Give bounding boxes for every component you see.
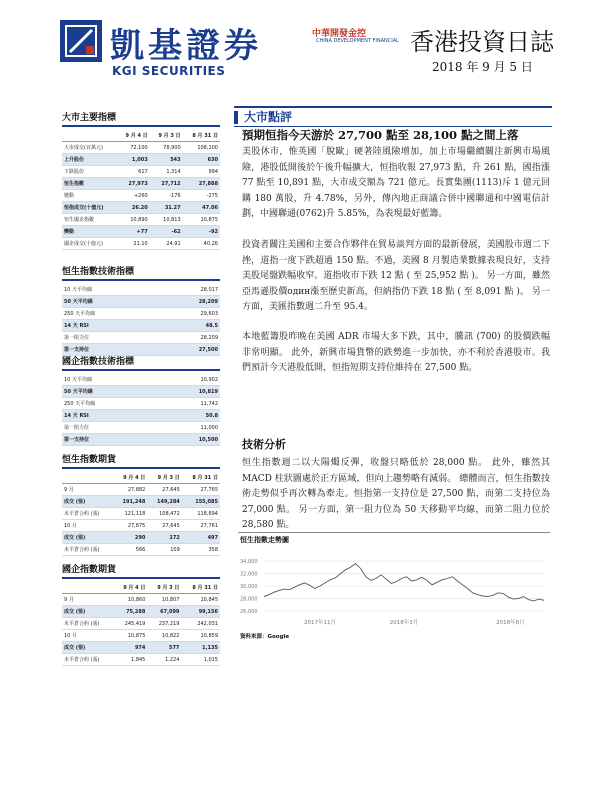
row-value: 10,822 bbox=[147, 630, 181, 642]
table-row bbox=[62, 606, 220, 618]
chart-title: 恒生指數走勢圖 bbox=[240, 536, 289, 544]
chart-source: 資料來源：Google bbox=[240, 634, 290, 640]
row-value: 1,314 bbox=[150, 166, 183, 178]
row-value: 27,888 bbox=[183, 178, 220, 190]
table-row bbox=[62, 630, 220, 642]
row-label: 成交 (張) bbox=[62, 606, 113, 618]
y-tick-label: 26,000 bbox=[240, 608, 258, 615]
headline: 預期恒指今天游於 27,700 點至 28,100 點之間上落 bbox=[242, 128, 519, 142]
paragraph-market-summary: 美股休市，惟英國「脫歐」硬著陸風險增加，加上市場繼續關注新興市場風險，港股低開後於午後升幅擴大，恒指收報 27,973 點，升 261 點，國指漲 77 點至 10,891 點，大市成交額為 721 億元。長實集團(1113)斥 1 億元回購 180 萬股，升 4.78%，另外，傳內地正商議合併中國聯通和中國電信計劃，中國聯通(0762)升 5.85%，為表現最好藍籌。 bbox=[242, 147, 550, 219]
row-value: 10,875 bbox=[113, 630, 147, 642]
row-label: 未平倉合約 (張) bbox=[62, 618, 113, 630]
row-label: 10 月 bbox=[62, 630, 113, 642]
row-label: 10 月 bbox=[62, 520, 113, 532]
table-row bbox=[62, 226, 220, 238]
hscei-futures-table bbox=[62, 582, 220, 666]
paragraph-us-market: 投資者關注美國和主要合作夥伴在貿易談判方面的最新發展，美國股市週二下挫，道指一度下跌超過 150 點。不過，美國 8 月製造業數據表現良好，支持美股尾盤跌幅收窄。道指收市下跌 12 點 ( 至 25,952 點 )。 另一方面，雖然亞馬遜股價один漲至歷史新高，但納指仍下跌 18 點 ( 至 8,091 點 )。 另一方面，美匯指數週二升至 95.4。 bbox=[242, 240, 550, 312]
table-row bbox=[62, 508, 220, 520]
row-label: 成交 (張) bbox=[62, 496, 113, 508]
x-tick-label: 2018年8月 bbox=[496, 620, 525, 626]
paragraph-outlook: 本地藍籌股昨晚在美國 ADR 市場大多下跌，其中，騰訊 (700) 的股價跌幅非常明顯。 此外，新興市場貨幣的跌勢進一步加快，亦不利於香港股市。我們預計今天港股低開，恒指短期支持位維持在 27,500 點。 bbox=[242, 332, 550, 373]
row-value: 10,819 bbox=[157, 386, 220, 398]
y-tick-label: 34,000 bbox=[240, 559, 258, 566]
row-label: 第一支持位 bbox=[62, 434, 157, 446]
row-value: 10,902 bbox=[157, 374, 220, 386]
row-value: 994 bbox=[183, 166, 220, 178]
row-value: 108,472 bbox=[147, 508, 181, 520]
row-label: 恒指成交(十億元) bbox=[62, 202, 117, 214]
row-value: 617 bbox=[117, 166, 150, 178]
row-value: 172 bbox=[147, 532, 181, 544]
table-row bbox=[62, 410, 220, 422]
row-label: 10 天平均線 bbox=[62, 374, 157, 386]
row-value: 10,845 bbox=[181, 594, 220, 606]
row-label: 恒生國企指數 bbox=[62, 214, 117, 226]
row-value: -62 bbox=[150, 226, 183, 238]
table-row bbox=[62, 618, 220, 630]
row-value: 31.27 bbox=[150, 202, 183, 214]
row-value: 78,900 bbox=[150, 142, 183, 154]
hscei-tech-title: 國企指數技術指標 bbox=[62, 354, 220, 371]
row-value: 29,603 bbox=[157, 308, 220, 320]
table-row bbox=[62, 296, 220, 308]
column-header bbox=[62, 472, 113, 484]
column-header bbox=[62, 130, 117, 142]
hscei-futures-title: 國企指數期貨 bbox=[62, 562, 220, 579]
row-value: 40.26 bbox=[183, 238, 220, 250]
table-row bbox=[62, 654, 220, 666]
row-value: 577 bbox=[147, 642, 181, 654]
hsi-tech-section bbox=[62, 264, 220, 356]
row-label: 14 天 RSI bbox=[62, 410, 157, 422]
hsi-futures-table bbox=[62, 472, 220, 556]
row-value: 121,118 bbox=[113, 508, 147, 520]
row-value: 1,003 bbox=[117, 154, 150, 166]
row-label: 上升股份 bbox=[62, 154, 117, 166]
row-value: 109 bbox=[147, 544, 181, 556]
row-label: 變動 bbox=[62, 226, 117, 238]
row-label: 下跌股份 bbox=[62, 166, 117, 178]
row-value: 108,100 bbox=[183, 142, 220, 154]
table-row bbox=[62, 386, 220, 398]
row-label: 250 天平均線 bbox=[62, 308, 157, 320]
row-value: 10,859 bbox=[181, 630, 220, 642]
table-row bbox=[62, 532, 220, 544]
row-value: 1,135 bbox=[181, 642, 220, 654]
row-value: +77 bbox=[117, 226, 150, 238]
row-label: 未平倉合約 (張) bbox=[62, 544, 113, 556]
row-value: 26.20 bbox=[117, 202, 150, 214]
row-value: 27,761 bbox=[182, 520, 220, 532]
column-header: 8 月 31 日 bbox=[183, 130, 220, 142]
row-value: 237,219 bbox=[147, 618, 181, 630]
row-value: 155,085 bbox=[182, 496, 220, 508]
row-value: 10,807 bbox=[147, 594, 181, 606]
table-row bbox=[62, 520, 220, 532]
market-review-title: 大市點評 bbox=[244, 110, 293, 124]
row-value: 28,017 bbox=[157, 284, 220, 296]
column-header bbox=[62, 582, 113, 594]
row-value: 27,712 bbox=[150, 178, 183, 190]
y-tick-label: 30,000 bbox=[240, 584, 258, 590]
kgi-logo-mark bbox=[60, 20, 102, 62]
hsi-line-chart bbox=[238, 552, 550, 628]
row-value: 290 bbox=[113, 532, 147, 544]
row-value: -92 bbox=[183, 226, 220, 238]
x-tick-label: 2018年3月 bbox=[389, 620, 419, 626]
y-tick-label: 32,000 bbox=[240, 571, 258, 578]
row-label: 50 天平均線 bbox=[62, 296, 157, 308]
row-value: +260 bbox=[117, 190, 150, 202]
row-value: 27,645 bbox=[147, 520, 181, 532]
table-row bbox=[62, 284, 220, 296]
row-value: 566 bbox=[113, 544, 147, 556]
column-header: 9 月 3 日 bbox=[147, 472, 181, 484]
row-label: 第一阻力位 bbox=[62, 332, 157, 344]
hsi-series-line bbox=[264, 564, 544, 601]
section-accent-bar bbox=[234, 111, 238, 124]
table-row bbox=[62, 320, 220, 332]
row-value: 1,224 bbox=[147, 654, 181, 666]
row-value: 10,500 bbox=[157, 434, 220, 446]
row-value: 27,645 bbox=[147, 484, 181, 496]
row-label: 成交 (張) bbox=[62, 642, 113, 654]
row-value: 67,099 bbox=[147, 606, 181, 618]
row-label: 大市成交(百萬元) bbox=[62, 142, 117, 154]
table-row bbox=[62, 202, 220, 214]
row-value: 543 bbox=[150, 154, 183, 166]
hscei-tech-section bbox=[62, 354, 220, 446]
table-header-row bbox=[62, 472, 220, 484]
row-value: -176 bbox=[150, 190, 183, 202]
column-header: 9 月 4 日 bbox=[113, 472, 147, 484]
row-value: 242,031 bbox=[181, 618, 220, 630]
row-value: 10,860 bbox=[113, 594, 147, 606]
table-row bbox=[62, 484, 220, 496]
hscei-futures-section bbox=[62, 562, 220, 666]
row-label: 國企成交(十億元) bbox=[62, 238, 117, 250]
row-label: 未平倉合約 (張) bbox=[62, 508, 113, 520]
table-row bbox=[62, 178, 220, 190]
column-header: 8 月 31 日 bbox=[182, 472, 220, 484]
table-row bbox=[62, 398, 220, 410]
sponsor-name-cn: 中華開發金控 bbox=[312, 29, 367, 39]
brand-name-cn: 凱基證券 bbox=[110, 26, 262, 66]
row-label: 9 月 bbox=[62, 594, 113, 606]
table-row bbox=[62, 308, 220, 320]
row-value: 149,284 bbox=[147, 496, 181, 508]
row-value: 50.8 bbox=[157, 410, 220, 422]
row-label: 第一阻力位 bbox=[62, 422, 157, 434]
sponsor-name-en: CHINA DEVELOPMENT FINANCIAL bbox=[316, 38, 399, 44]
row-value: 974 bbox=[113, 642, 147, 654]
row-value: 118,694 bbox=[182, 508, 220, 520]
row-value: 11,000 bbox=[157, 422, 220, 434]
row-value: 72,100 bbox=[117, 142, 150, 154]
row-label: 成交 (張) bbox=[62, 532, 113, 544]
table-row bbox=[62, 544, 220, 556]
row-value: 10,890 bbox=[117, 214, 150, 226]
table-row bbox=[62, 374, 220, 386]
column-header: 8 月 31 日 bbox=[181, 582, 220, 594]
column-header: 9 月 3 日 bbox=[147, 582, 181, 594]
row-value: 10,875 bbox=[183, 214, 220, 226]
row-value: -275 bbox=[183, 190, 220, 202]
table-row bbox=[62, 166, 220, 178]
row-value: 27,765 bbox=[182, 484, 220, 496]
row-value: 191,248 bbox=[113, 496, 147, 508]
table-row bbox=[62, 142, 220, 154]
report-date: 2018 年 9 月 5 日 bbox=[432, 60, 533, 74]
row-label: 未平倉合約 (張) bbox=[62, 654, 113, 666]
table-row bbox=[62, 154, 220, 166]
row-value: 27,973 bbox=[117, 178, 150, 190]
row-label: 變動 bbox=[62, 190, 117, 202]
row-label: 50 天平均線 bbox=[62, 386, 157, 398]
table-header-row bbox=[62, 582, 220, 594]
major-indices-title: 大市主要指標 bbox=[62, 110, 220, 127]
y-tick-label: 28,000 bbox=[240, 596, 258, 603]
row-label: 14 天 RSI bbox=[62, 320, 157, 332]
row-label: 10 天平均線 bbox=[62, 284, 157, 296]
table-row bbox=[62, 238, 220, 250]
paragraph-technical: 恒生指數週二以大陽燭反彈，收盤只略低於 28,000 點。 此外，雖然其 MACD 柱狀圖處於正方區域，但向上趨勢略有減弱。 總體而言，恒生指數技術走勢似乎再次轉為牽走。恒指第一支持位是 27,500 點，而第二支持位為 27,000 點。 另一方面，第一阻力位為 50 天移動平均線，而第二阻力位於 28,580 點。 bbox=[242, 458, 550, 530]
row-value: 24.91 bbox=[150, 238, 183, 250]
major-indices-section bbox=[62, 110, 220, 250]
column-header: 9 月 3 日 bbox=[150, 130, 183, 142]
row-value: 75,288 bbox=[113, 606, 147, 618]
row-value: 28,209 bbox=[157, 296, 220, 308]
row-label: 第一支持位 bbox=[62, 344, 157, 356]
technical-analysis-title: 技術分析 bbox=[242, 438, 286, 451]
table-row bbox=[62, 496, 220, 508]
row-value: 47.06 bbox=[183, 202, 220, 214]
major-indices-table bbox=[62, 130, 220, 250]
table-header-row bbox=[62, 130, 220, 142]
row-label: 恒生指數 bbox=[62, 178, 117, 190]
hsi-tech-title: 恒生指數技術指標 bbox=[62, 264, 220, 281]
table-row bbox=[62, 190, 220, 202]
hsi-futures-section bbox=[62, 452, 220, 556]
table-row bbox=[62, 594, 220, 606]
row-value: 1,845 bbox=[113, 654, 147, 666]
row-value: 11,742 bbox=[157, 398, 220, 410]
row-value: 1,015 bbox=[181, 654, 220, 666]
column-header: 9 月 4 日 bbox=[117, 130, 150, 142]
table-row bbox=[62, 332, 220, 344]
row-value: 27,500 bbox=[157, 344, 220, 356]
row-label: 250 天平均線 bbox=[62, 398, 157, 410]
table-row bbox=[62, 214, 220, 226]
hsi-futures-title: 恒生指數期貨 bbox=[62, 452, 220, 469]
row-value: 99,156 bbox=[181, 606, 220, 618]
row-value: 497 bbox=[182, 532, 220, 544]
market-review-header bbox=[234, 106, 552, 127]
row-value: 630 bbox=[183, 154, 220, 166]
row-value: 245,419 bbox=[113, 618, 147, 630]
row-value: 28,209 bbox=[157, 332, 220, 344]
row-value: 27,882 bbox=[113, 484, 147, 496]
column-header: 9 月 4 日 bbox=[113, 582, 147, 594]
hscei-tech-table bbox=[62, 374, 220, 446]
report-title: 香港投資日誌 bbox=[410, 28, 554, 56]
table-row bbox=[62, 434, 220, 446]
row-value: 21.10 bbox=[117, 238, 150, 250]
x-tick-label: 2017年11月 bbox=[304, 620, 336, 626]
row-value: 48.5 bbox=[157, 320, 220, 332]
brand-name-en: KGI SECURITIES bbox=[112, 64, 226, 78]
table-row bbox=[62, 422, 220, 434]
table-row bbox=[62, 642, 220, 654]
row-label: 9 月 bbox=[62, 484, 113, 496]
hsi-tech-table bbox=[62, 284, 220, 356]
row-value: 10,813 bbox=[150, 214, 183, 226]
row-value: 358 bbox=[182, 544, 220, 556]
row-value: 27,875 bbox=[113, 520, 147, 532]
